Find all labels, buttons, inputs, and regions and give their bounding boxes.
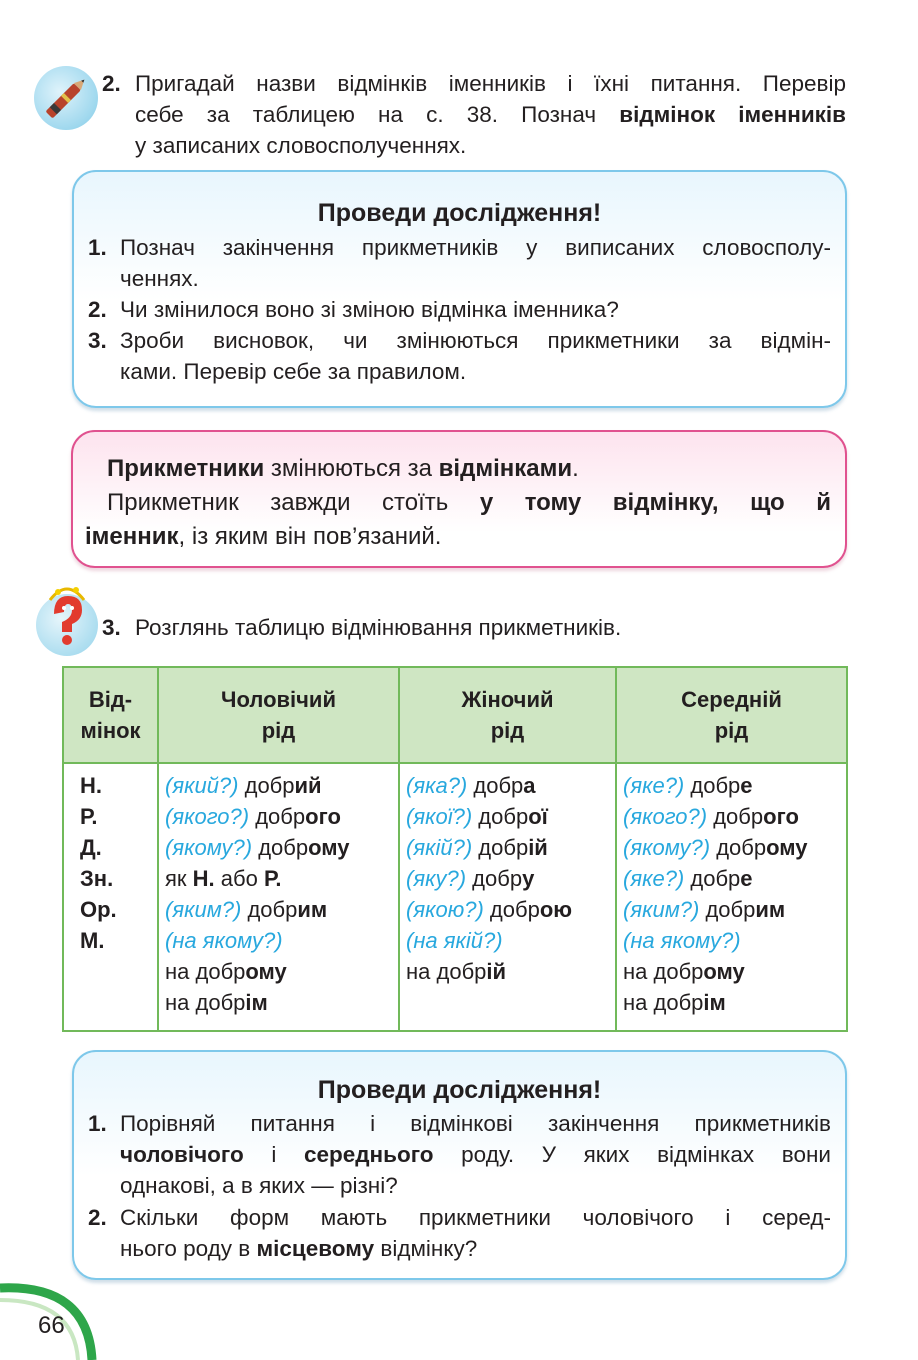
task-3-text: Розглянь таблицю відмінювання прикметників. [135, 615, 622, 640]
neuter-column: (яке?) добре (якого?) доброго (якому?) доброму (яке?) добре (яким?) добрим (на якому?) на доброму на добрім [616, 763, 847, 1031]
task-2-line-2: себе за таблицею на с. 38. Познач відмінок іменників [135, 102, 847, 127]
table-header-row [63, 667, 847, 763]
table-row [63, 763, 847, 1031]
header-neuter: Середній рід [616, 667, 847, 763]
rule-line-3: іменник, із яким він пов’язаний. [85, 523, 442, 550]
header-masculine: Чоловічий рід [158, 667, 399, 763]
task-number: 3. [102, 615, 121, 640]
task-3 [102, 612, 846, 643]
research-box-1: Проведи дослідження! 1. Познач закінчення прикметників у виписаних словосполу- ченнях. 2. Чи змінилося воно зі зміною відмінка іменника? 3. Зроби висновок, чи змінюються прикметники за відмін- ками. Перевір себе за правилом. [72, 170, 847, 408]
case-column: Н. Р. Д. Зн. Ор. М. [63, 763, 158, 1031]
declension-table [62, 666, 848, 1032]
task-2-line-1: Пригадай назви відмінків іменників і їхні питання. Перевір [135, 71, 846, 96]
header-case: Від- мінок [63, 667, 158, 763]
research-box-title: Проведи дослідження! [317, 1076, 602, 1104]
research-box-title: Проведи дослідження! [317, 199, 602, 227]
feminine-column: (яка?) добра (якої?) доброї (якій?) добрій (яку?) добру (якою?) доброю (на якій?) на добрій [399, 763, 616, 1031]
question-mark-character-icon [36, 594, 98, 656]
research-box-2: Проведи дослідження! 1. Порівняй питання і відмінкові закінчення прикметників чоловічого і середнього роду. У яких відмінках вони однакові, а в яких — різні? 2. Скільки форм мають прикметники чоловічого і серед- нього роду в місцевому відмінку? [72, 1050, 847, 1280]
masculine-column: (який?) добрий (якого?) доброго (якому?) доброму як Н. або Р. (яким?) добрим (на якому?) на доброму на добрім [158, 763, 399, 1031]
pen-icon [34, 66, 98, 130]
task-number: 2. [102, 71, 121, 96]
rule-box [71, 430, 847, 568]
rule-line-2: Прикметник завжди стоїть у тому відмінку, що й [107, 489, 831, 516]
task-2-line-3: у записаних словосполученнях. [135, 133, 467, 158]
rule-line-1: Прикметники змінюються за відмінками. [107, 455, 579, 482]
header-feminine: Жіночий рід [399, 667, 616, 763]
task-2 [102, 68, 846, 163]
page-number: 66 [38, 1312, 65, 1339]
